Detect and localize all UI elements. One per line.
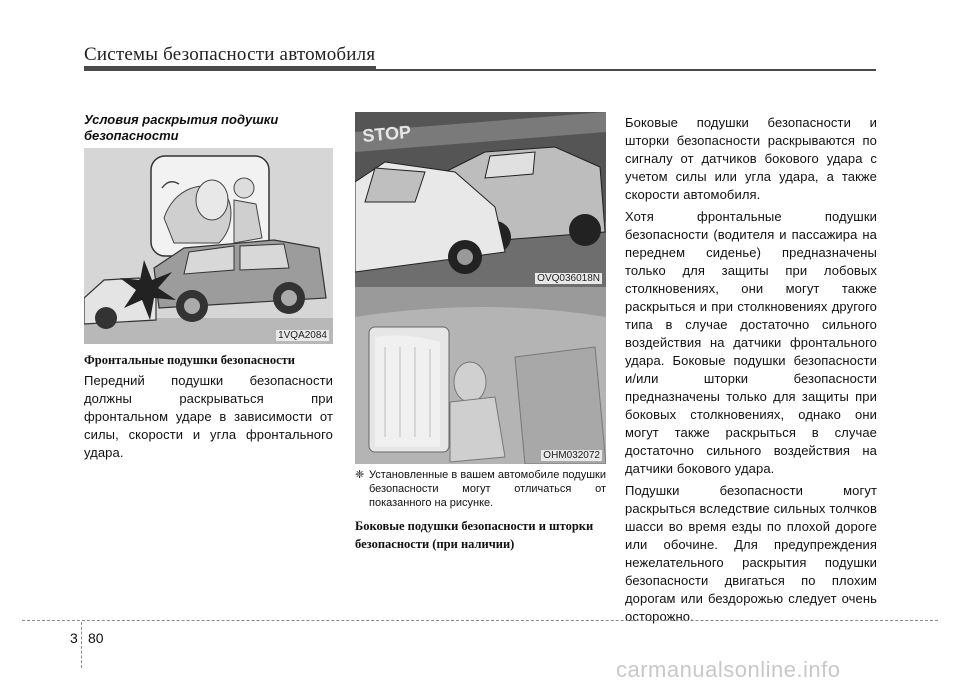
watermark: carmanualsonline.info <box>616 657 841 682</box>
stop-road-text: STOP <box>361 121 412 146</box>
paragraph-frontal-side: Хотя фронтальные подушки безопасности (водителя и пассажира на переднем сиденье) предназначены только для защиты при лобовых столкновениях, они могут также раскрыться и при столкновениях другого типа в случае достаточно сильного воздействия на датчики фронтального удара. Боковые подушки безопасности и/или шторки безопасности предназначены только для защиты при боковых столкновениях, однако они могут также раскрыться в случае достаточно сильного воздействия на датчики бокового удара. <box>625 209 877 476</box>
section-heading: Условия раскрытия подушки безопасности <box>84 112 279 143</box>
figure-code-label: OVQ036018N <box>537 273 600 284</box>
side-collision-illustration <box>355 112 606 287</box>
page-header-title: Системы безопасности автомобиля <box>84 44 376 65</box>
paragraph-frontal: Передний подушки безопасности должны раскрываться при фронтальном ударе в зависимости от силы, скорости и угла фронтального удара. <box>84 373 333 460</box>
header-rule-thick <box>84 66 376 71</box>
left-text-block <box>84 351 333 462</box>
right-column <box>625 114 877 626</box>
footer-divider <box>81 622 82 668</box>
paragraph-side-deploy: Боковые подушки безопасности и шторки безопасности раскрываются по сигналу от датчиков бокового удара с учетом силы или угла удара, а также скорости автомобиля. <box>625 115 877 202</box>
figure-frontal-collision <box>84 148 333 344</box>
subheading-frontal-airbags: Фронтальные подушки безопасности <box>84 353 295 367</box>
figure-note: Установленные в вашем автомобиле подушки безопасности могут отличаться от показанного на рисунке. <box>369 469 606 509</box>
note-symbol: ❈ <box>355 469 365 481</box>
frontal-collision-illustration <box>84 148 333 344</box>
page-number: 80 <box>88 630 104 646</box>
figure-side-collision <box>355 112 606 287</box>
chapter-number: 3 <box>70 630 78 646</box>
middle-note-block <box>355 468 606 553</box>
figure-curtain-airbag <box>355 287 606 464</box>
subheading-side-airbags: Боковые подушки безопасности и шторки безопасности (при наличии) <box>355 519 594 551</box>
figure-code-label: OHM032072 <box>543 450 600 461</box>
footer-rule <box>22 620 938 621</box>
figure-code-label: 1VQA2084 <box>278 330 327 341</box>
header-rule-thin <box>376 69 876 71</box>
paragraph-rough-road: Подушки безопасности могут раскрыться вследствие сильных толчков шасси во время езды по плохой дороге или обочине. Для предупреждения нежелательного раскрытия подушки безопасности двигаться по плохим дорогам или бездорожью следует очень осторожно. <box>625 483 877 624</box>
curtain-airbag-illustration <box>355 287 606 464</box>
left-column <box>84 112 332 144</box>
